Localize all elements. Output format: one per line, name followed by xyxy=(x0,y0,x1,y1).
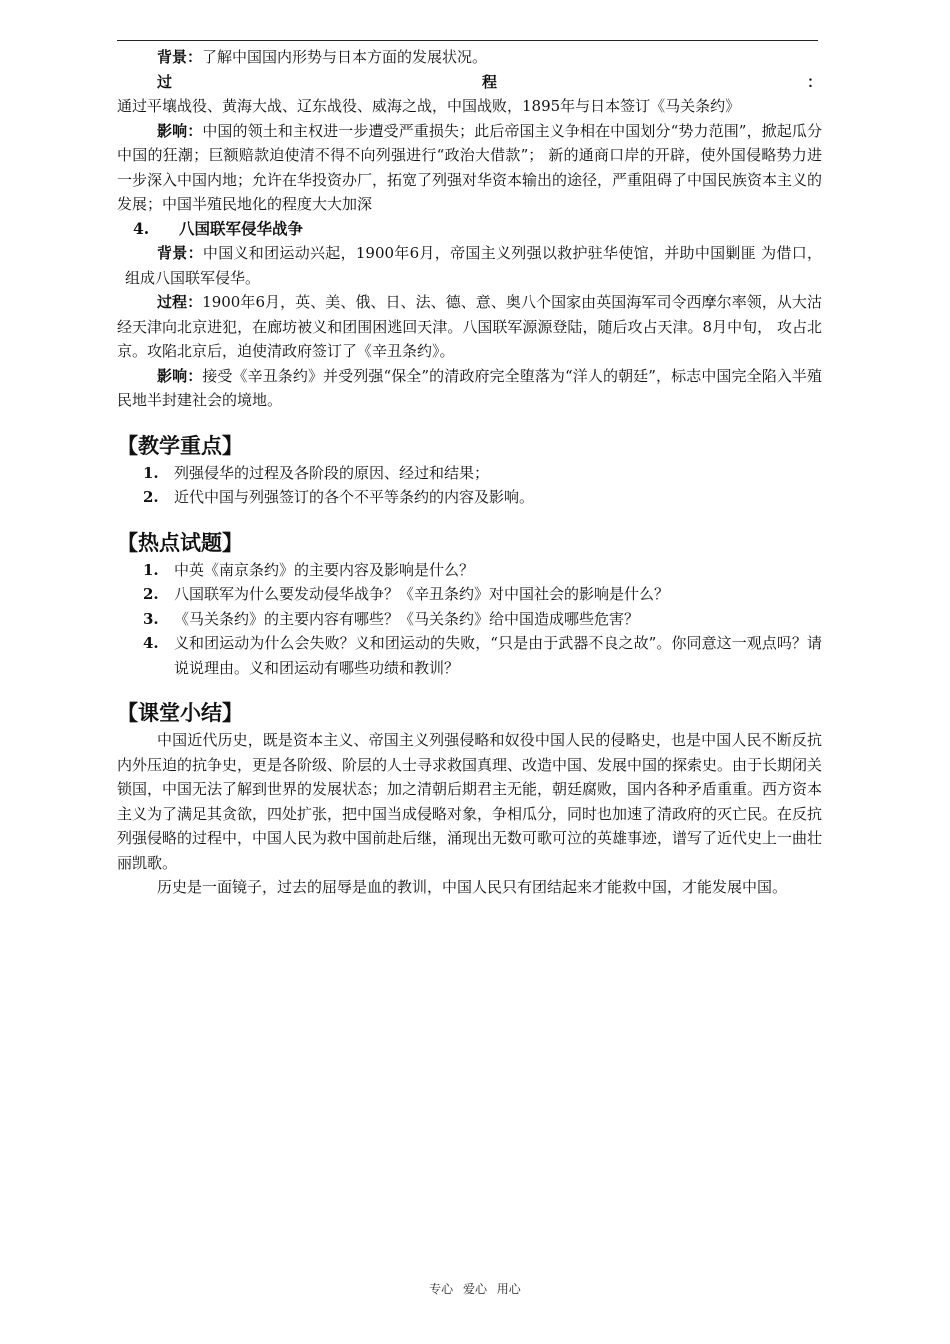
item-number: 1. xyxy=(143,560,159,579)
text: 了解中国国内形势与日本方面的发展状况。 xyxy=(202,48,488,66)
label: 背景： xyxy=(157,48,203,66)
list-item xyxy=(117,558,822,583)
item-number: 2. xyxy=(143,585,159,603)
list-item xyxy=(117,461,822,486)
label: 过程： xyxy=(157,293,203,311)
s4-impact xyxy=(117,364,822,413)
summary-paragraph-2: 历史是一面镜子，过去的屈辱是血的教训，中国人民只有团结起来才能救中国，才能发展中国。 xyxy=(157,878,788,896)
label: 背景： xyxy=(157,244,203,262)
s4-process xyxy=(117,290,822,364)
text: 中国的领土和主权进一步遭受严重损失；此后帝国主义争相在中国划分“势力范围”，掀起瓜分中国的狂潮；巨额赔款迫使清不得不向列强进行“政治大借款”； 新的通商口岸的开辟，使外国侵略势力进一步深入中国内地；允许在华投资办厂，拓宽了列强对华资本输出的途径，严重阻碍了中国民族资本主义的发展；中国半殖民地化的程度大大加深 xyxy=(117,121,823,213)
text: 通过平壤战役、黄海大战、辽东战役、威海之战，中国战败，1895年与日本签订《马关条约》 xyxy=(117,97,741,115)
label: 过程： xyxy=(157,72,822,91)
item-text: 《马关条约》的主要内容有哪些？《马关条约》给中国造成哪些危害？ xyxy=(174,609,640,628)
key-points-heading: 【教学重点】 xyxy=(117,433,243,458)
summary-paragraph-1: 中国近代历史，既是资本主义、帝国主义列强侵略和奴役中国人民的侵略史，也是中国人民不断反抗内外压迫的抗争史，更是各阶级、阶层的人士寻求救国真理、改造中国、发展中国的探索史。由于长期闭关锁国，中国无法了解到世界的发展状态；加之清朝后期君主无能，朝廷腐败，国内各种矛盾重重。西方资本主义为了满足其贪欲，四处扩张，把中国当成侵略对象，争相瓜分，同时也加速了清政府的灭亡民。在反抗列强侵略的过程中，中国人民为救中国前赴后继，涌现出无数可歌可泣的英雄事迹，谱写了近代史上一曲壮丽凯歌。 xyxy=(117,731,823,872)
s4-title: 八国联军侵华战争 xyxy=(179,219,304,238)
document-content xyxy=(117,45,822,900)
key-points-list xyxy=(117,461,822,510)
item-text: 义和团运动为什么会失败？义和团运动的失败，“只是由于武器不良之故”。你同意这一观点吗？请说说理由。义和团运动有哪些功绩和教训？ xyxy=(174,634,822,677)
item-number: 1. xyxy=(143,463,159,482)
hot-questions-list xyxy=(117,558,822,681)
label: 影响： xyxy=(157,121,203,140)
list-item xyxy=(117,607,822,632)
s4-background xyxy=(117,241,822,290)
item-text: 近代中国与列强签订的各个不平等条约的内容及影响。 xyxy=(174,488,535,506)
header-rule xyxy=(117,40,818,41)
hot-questions-heading: 【热点试题】 xyxy=(117,530,243,555)
list-item xyxy=(117,631,822,680)
text: 1900年6月，英、美、俄、日、法、德、意、奥八个国家由英国海军司令西摩尔率领，从大沽经天津向北京进犯，在廊坊被义和团围困逃回天津。八国联军源源登陆，随后攻占天津。8月中旬， 攻占北京。攻陷北京后，迫使清政府签订了《辛丑条约》。 xyxy=(117,293,822,360)
label: 影响： xyxy=(157,366,203,385)
item-text: 列强侵华的过程及各阶段的原因、经过和结果； xyxy=(174,463,490,482)
item-text: 中英《南京条约》的主要内容及影响是什么？ xyxy=(174,560,475,579)
text: 接受《辛丑条约》并受列强“保全”的清政府完全堕落为“洋人的朝廷”，标志中国完全陷入半殖民地半封建社会的境地。 xyxy=(117,366,822,409)
s4-number: 4. xyxy=(133,218,150,238)
item-text: 八国联军为什么要发动侵华战争？《辛丑条约》对中国社会的影响是什么？ xyxy=(174,585,670,603)
page-footer: 专心 爱心 用心 xyxy=(429,1282,521,1296)
s4-heading xyxy=(117,217,822,242)
text: 中国义和团运动兴起，1900年6月，帝国主义列强以救护驻华使馆，并助中国剿匪 为借口，组成八国联军侵华。 xyxy=(125,244,822,287)
s3-impact xyxy=(117,119,822,217)
list-item xyxy=(117,485,822,510)
item-number: 4. xyxy=(143,634,159,652)
s3-process xyxy=(117,70,822,119)
s3-background xyxy=(117,45,822,70)
item-number: 3. xyxy=(143,609,159,628)
list-item xyxy=(117,582,822,607)
item-number: 2. xyxy=(143,488,159,506)
summary-heading: 【课堂小结】 xyxy=(117,701,243,725)
